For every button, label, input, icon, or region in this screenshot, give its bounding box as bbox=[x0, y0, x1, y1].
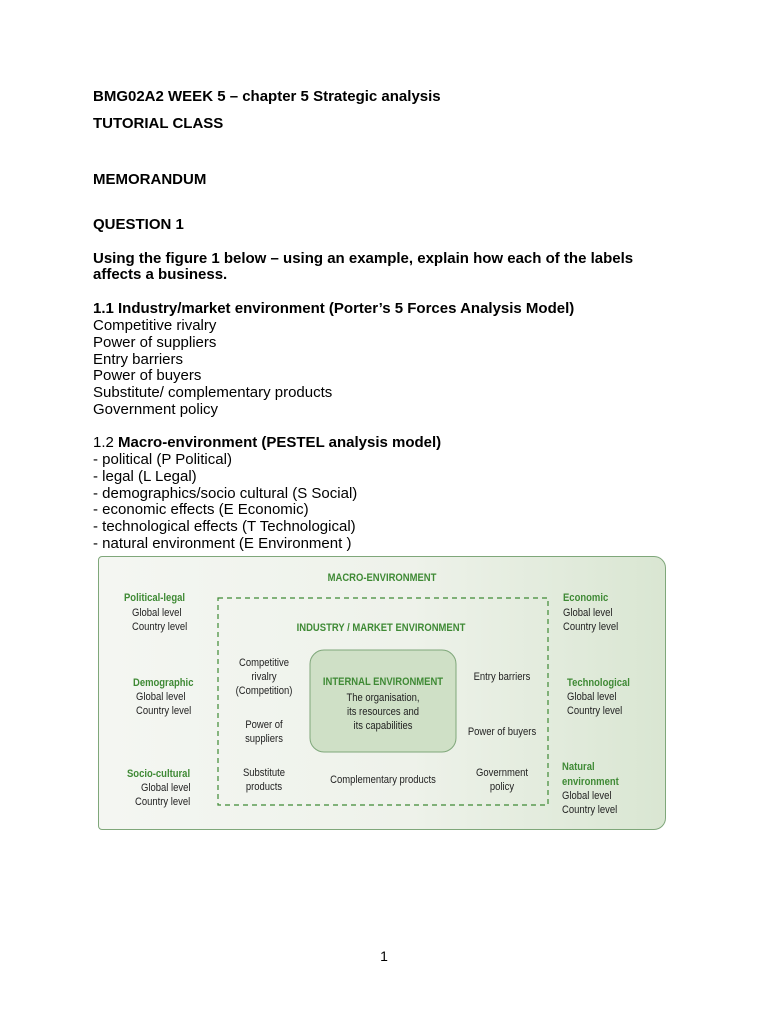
substitute-products-line-2: products bbox=[245, 781, 283, 793]
page-number: 1 bbox=[380, 948, 388, 964]
economic-country: Country level bbox=[563, 621, 619, 633]
section-2-heading bbox=[93, 434, 441, 451]
instruction-line-2: affects a business. bbox=[93, 266, 228, 283]
technological-global: Global level bbox=[567, 691, 617, 703]
list-item: - demographics/socio cultural (S Social) bbox=[93, 485, 358, 502]
government-policy-line-1: Government bbox=[475, 767, 529, 779]
competitive-rivalry-line-3: (Competition) bbox=[235, 685, 293, 697]
macro-environment-title: MACRO-ENVIRONMENT bbox=[327, 572, 437, 584]
natural-global: Global level bbox=[562, 790, 612, 802]
internal-body-line-1: The organisation, bbox=[346, 692, 420, 704]
list-item: Entry barriers bbox=[93, 351, 184, 368]
substitute-products-line-1: Substitute bbox=[242, 767, 286, 779]
list-item: - natural environment (E Environment ) bbox=[93, 535, 352, 552]
list-item: - technological effects (T Technological) bbox=[93, 518, 356, 535]
competitive-rivalry-line-2: rivalry bbox=[251, 671, 277, 683]
natural-country: Country level bbox=[562, 804, 618, 816]
section-2-number: 1.2 bbox=[93, 434, 114, 451]
demographic-country: Country level bbox=[136, 705, 192, 717]
internal-environment-title: INTERNAL ENVIRONMENT bbox=[322, 676, 444, 688]
power-of-buyers: Power of buyers bbox=[467, 726, 537, 738]
technological-country: Country level bbox=[567, 705, 623, 717]
list-item: Competitive rivalry bbox=[93, 317, 217, 334]
list-item: - economic effects (E Economic) bbox=[93, 501, 309, 518]
environment-figure bbox=[98, 556, 666, 830]
entry-barriers: Entry barriers bbox=[473, 671, 531, 683]
power-of-suppliers-line-2: suppliers bbox=[245, 733, 283, 745]
list-item: Power of buyers bbox=[93, 367, 202, 384]
political-legal-title: Political-legal bbox=[124, 592, 185, 604]
power-of-suppliers-line-1: Power of bbox=[245, 719, 283, 731]
list-item: Government policy bbox=[93, 401, 219, 418]
list-item: - legal (L Legal) bbox=[93, 468, 197, 485]
socio-cultural-title: Socio-cultural bbox=[127, 768, 191, 780]
competitive-rivalry-line-1: Competitive bbox=[239, 657, 289, 669]
demographic-global: Global level bbox=[136, 691, 186, 703]
internal-body-line-2: its resources and bbox=[346, 706, 420, 718]
list-item: Substitute/ complementary products bbox=[93, 384, 333, 401]
political-legal-country: Country level bbox=[132, 621, 188, 633]
list-item: - political (P Political) bbox=[93, 451, 232, 468]
natural-title-line-1: Natural bbox=[562, 761, 595, 773]
natural-title-line-2: environment bbox=[562, 776, 619, 788]
industry-environment-title: INDUSTRY / MARKET ENVIRONMENT bbox=[296, 622, 466, 634]
course-title: BMG02A2 WEEK 5 – chapter 5 Strategic analysis bbox=[93, 88, 441, 105]
government-policy-line-2: policy bbox=[489, 781, 515, 793]
memo-title: MEMORANDUM bbox=[93, 171, 207, 188]
socio-cultural-country: Country level bbox=[135, 796, 191, 808]
technological-title: Technological bbox=[567, 677, 630, 689]
economic-global: Global level bbox=[563, 607, 613, 619]
political-legal-global: Global level bbox=[132, 607, 182, 619]
section-1-heading: 1.1 Industry/market environment (Porter’s 5 Forces Analysis Model) bbox=[93, 300, 575, 317]
demographic-title: Demographic bbox=[133, 677, 194, 689]
question-heading: QUESTION 1 bbox=[93, 216, 184, 233]
economic-title: Economic bbox=[563, 592, 609, 604]
class-title: TUTORIAL CLASS bbox=[93, 115, 224, 132]
list-item: Power of suppliers bbox=[93, 334, 217, 351]
internal-body-line-3: its capabilities bbox=[353, 720, 413, 732]
complementary-products: Complementary products bbox=[330, 774, 436, 786]
socio-cultural-global: Global level bbox=[141, 782, 191, 794]
instruction-line-1: Using the figure 1 below – using an example, explain how each of the labels bbox=[93, 250, 634, 267]
section-2-title: Macro-environment (PESTEL analysis model) bbox=[118, 434, 442, 451]
